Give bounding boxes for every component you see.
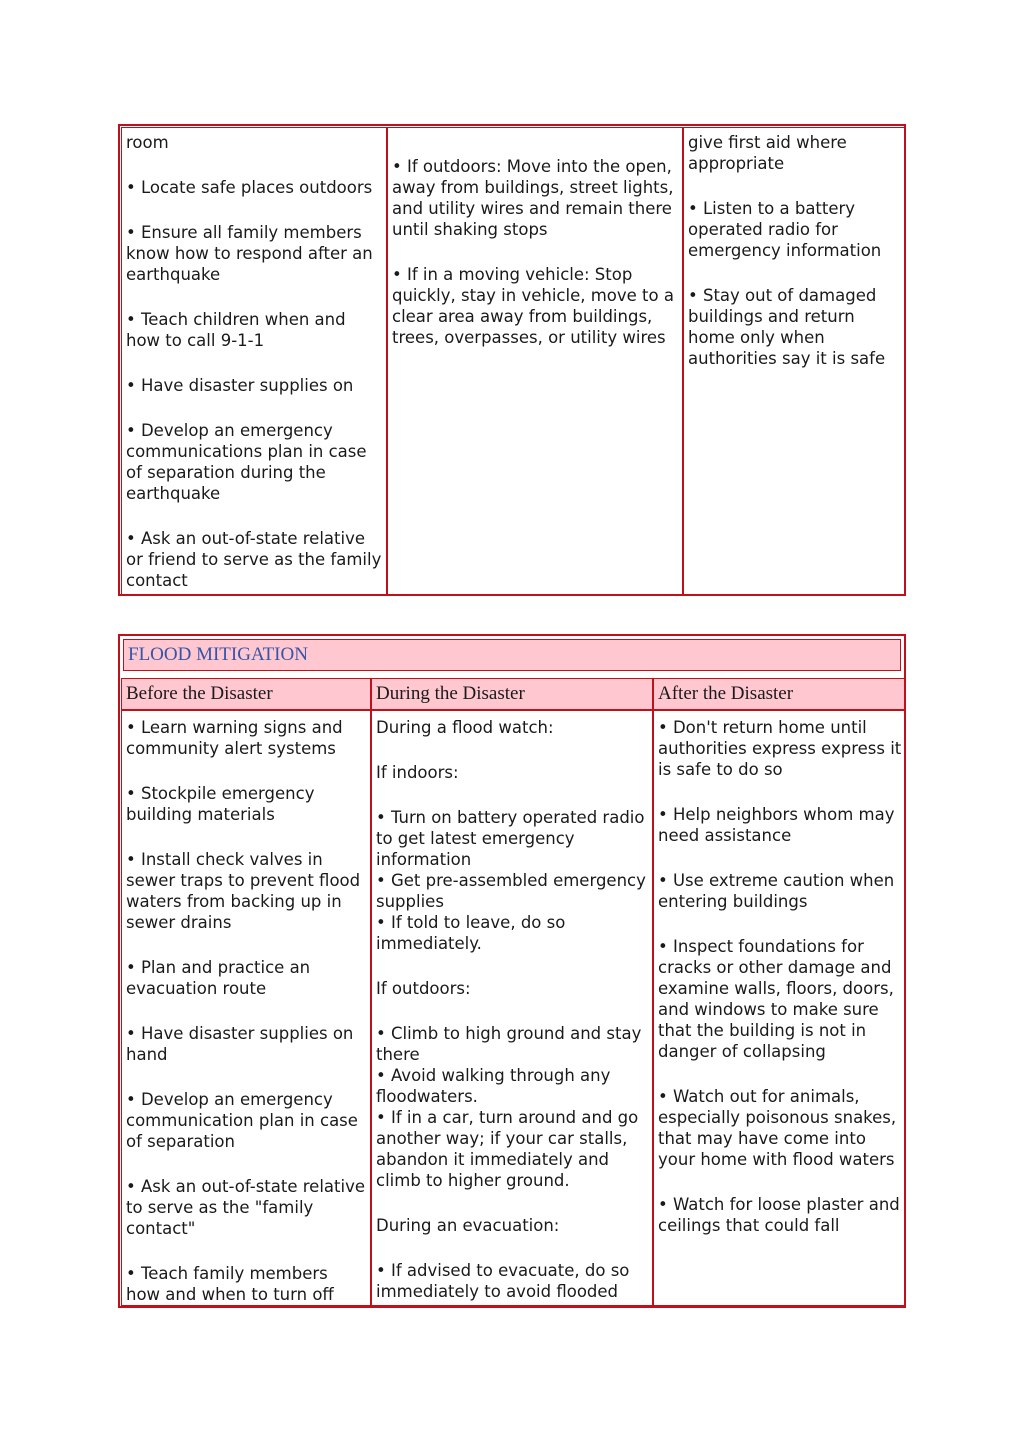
list-item: • Turn on battery operated radio to get latest emergency information: [376, 808, 645, 869]
list-item: • Plan and practice an evacuation route: [126, 958, 311, 998]
list-item: • Don't return home until authorities express express it is safe to do so: [658, 718, 902, 779]
list-item: give first aid where appropriate: [688, 133, 847, 173]
list-item: • Ask an out-of-state relative or friend to serve as the family contact: [126, 529, 382, 590]
list-item: During an evacuation:: [376, 1216, 560, 1235]
list-item: • Help neighbors whom may need assistance: [658, 805, 895, 845]
list-item: • Develop an emergency communications plan in case of separation during the earthquake: [126, 421, 367, 503]
list-item: • Ask an out-of-state relative to serve as the "family contact": [126, 1177, 365, 1238]
header-after: After the Disaster: [653, 678, 905, 710]
list-item: • Ensure all family members know how to respond after an earthquake: [126, 223, 373, 284]
list-item: • Watch for loose plaster and ceilings that could fall: [658, 1195, 900, 1235]
list-item: • Learn warning signs and community alert systems: [126, 718, 343, 758]
flood-during-cell: [371, 710, 653, 1306]
list-item: If outdoors:: [376, 979, 471, 998]
list-item: • Listen to a battery operated radio for emergency information: [688, 199, 882, 260]
list-item: • Install check valves in sewer traps to prevent flood waters from backing up in sewer drains: [126, 850, 361, 932]
list-item: • Teach children when and how to call 9-1-1: [126, 310, 346, 350]
earthquake-during-cell: [387, 127, 683, 595]
flood-before-cell: [121, 710, 371, 1306]
earthquake-after-cell: [683, 127, 905, 595]
list-item: • Get pre-assembled emergency supplies: [376, 871, 646, 911]
list-item: • If outdoors: Move into the open, away from buildings, street lights, and utility wires and remain there until shaking stops: [392, 157, 674, 239]
list-item: room: [126, 133, 169, 152]
list-item: • Stockpile emergency building materials: [126, 784, 315, 824]
flood-title: FLOOD MITIGATION: [123, 639, 901, 671]
list-item: • Use extreme caution when entering buildings: [658, 871, 895, 911]
list-item: • Have disaster supplies on: [126, 376, 354, 395]
list-item: • Inspect foundations for cracks or other damage and examine walls, floors, doors, and windows to make sure that the building is not in danger of collapsing: [658, 937, 894, 1061]
list-item: • If in a car, turn around and go another way; if your car stalls, abandon it immediately and climb to higher ground.: [376, 1108, 639, 1190]
list-item: • Locate safe places outdoors: [126, 178, 373, 197]
earthquake-before-cell: [121, 127, 387, 595]
list-item: If indoors:: [376, 763, 459, 782]
list-item: During a flood watch:: [376, 718, 554, 737]
list-item: • If in a moving vehicle: Stop quickly, stay in vehicle, move to a clear area away from buildings, trees, overpasses, or utility wires: [392, 265, 674, 347]
list-item: • Have disaster supplies on hand: [126, 1024, 354, 1064]
earthquake-table: [118, 124, 906, 596]
list-item: • Develop an emergency communication plan in case of separation: [126, 1090, 358, 1151]
header-before: Before the Disaster: [121, 678, 371, 710]
header-during: During the Disaster: [371, 678, 653, 710]
flood-after-cell: [653, 710, 905, 1306]
list-item: • If told to leave, do so immediately.: [376, 913, 566, 953]
list-item: • Stay out of damaged buildings and return home only when authorities say it is safe: [688, 286, 886, 368]
list-item: • Teach family members how and when to turn off: [126, 1264, 334, 1304]
flood-mitigation-table: [118, 634, 906, 1308]
list-item: • If advised to evacuate, do so immediately to avoid flooded: [376, 1261, 630, 1301]
list-item: • Climb to high ground and stay there: [376, 1024, 642, 1064]
list-item: • Watch out for animals, especially poisonous snakes, that may have come into your home with flood waters: [658, 1087, 897, 1169]
list-item: • Avoid walking through any floodwaters.: [376, 1066, 611, 1106]
